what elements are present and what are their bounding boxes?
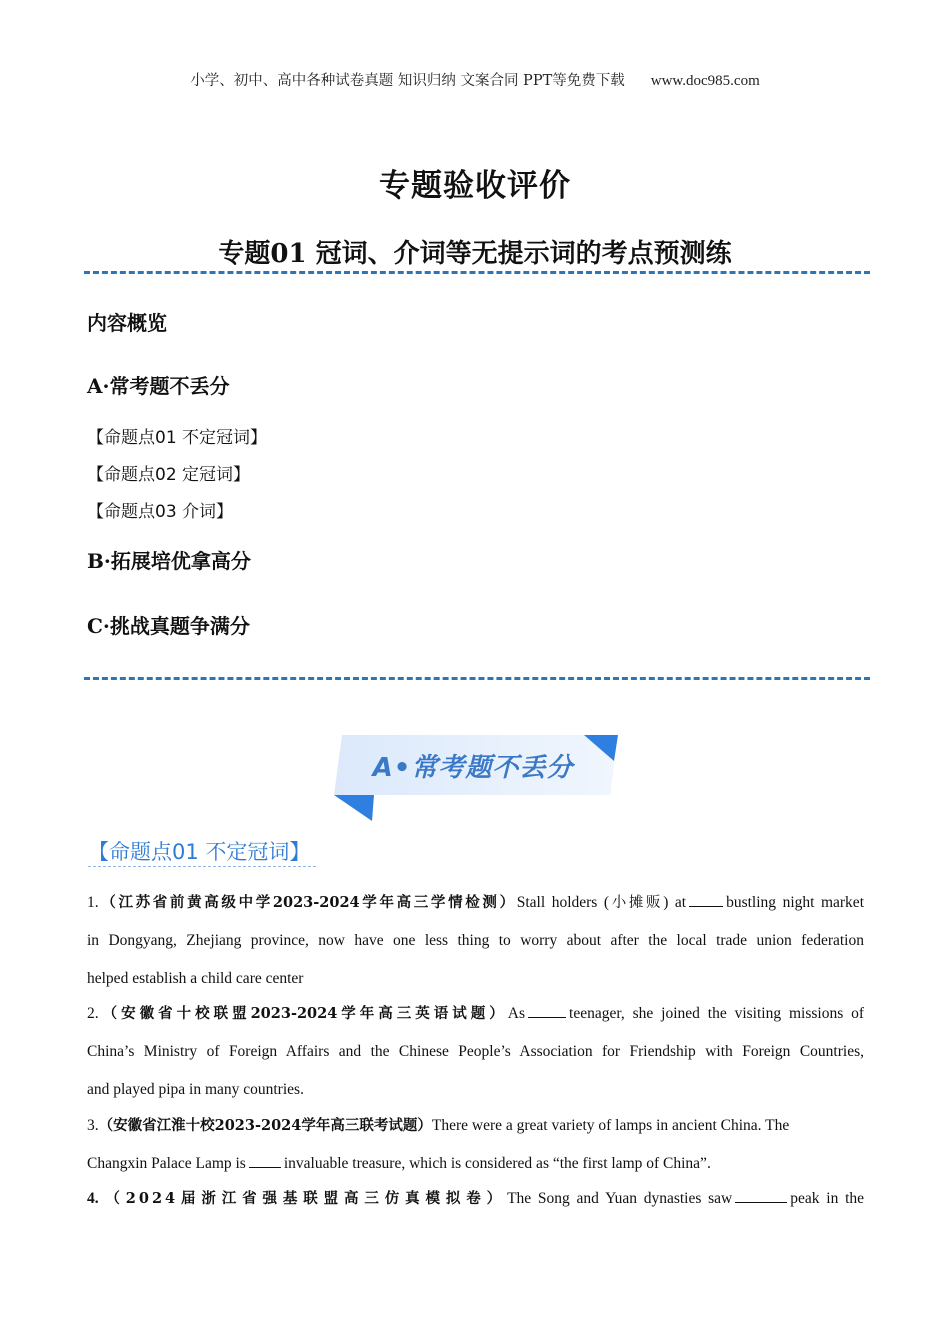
banner-text: A•常考题不丢分 xyxy=(372,753,574,783)
question-text: There were a great variety of lamps in ancient China. The xyxy=(431,1117,790,1134)
topic-heading: 【命题点01 不定冠词】 xyxy=(88,836,316,867)
answer-blank[interactable] xyxy=(735,1187,787,1203)
question-text: As xyxy=(507,1005,526,1022)
question-text: in Dongyang, Zhejiang province, now have one less thing to worry about after the local trade union federation xyxy=(87,932,864,949)
header-site[interactable]: www.doc985.com xyxy=(650,73,760,89)
header-text: 小学、初中、高中各种试卷真题 知识归纳 文案合同 PPT等免费下载 xyxy=(190,73,625,89)
main-title: 专题验收评价 xyxy=(379,168,571,204)
section-a-banner xyxy=(332,733,622,823)
question-text: helped establish a child care center xyxy=(87,970,304,987)
question-number: 3. xyxy=(87,1117,99,1134)
question-text: and played pipa in many countries. xyxy=(87,1081,304,1098)
overview-title: 内容概览 xyxy=(87,311,167,335)
question-text: peak in the xyxy=(790,1190,865,1207)
question-1 xyxy=(87,884,864,998)
topic-item-1: 【命题点01 不定冠词】 xyxy=(87,428,268,448)
question-3 xyxy=(87,1107,864,1183)
question-source: （江苏省前黄高级中学2023-2024学年高三学情检测） xyxy=(98,894,517,911)
question-4 xyxy=(87,1180,864,1218)
question-number: 4. xyxy=(87,1190,99,1207)
question-2 xyxy=(87,995,864,1109)
topic-item-2: 【命题点02 定冠词】 xyxy=(87,465,251,485)
question-text: invaluable treasure, which is considered as “the first lamp of China”. xyxy=(283,1155,711,1172)
page-header xyxy=(0,69,950,90)
question-source: （2024届浙江省强基联盟高三仿真模拟卷） xyxy=(105,1190,508,1207)
answer-blank[interactable] xyxy=(528,1002,566,1018)
answer-blank[interactable] xyxy=(249,1152,281,1168)
answer-blank[interactable] xyxy=(689,891,723,907)
question-number: 1. xyxy=(87,894,99,911)
question-text: Changxin Palace Lamp is xyxy=(87,1155,246,1172)
dashed-divider-top xyxy=(84,271,870,274)
sub-title: 专题01 冠词、介词等无提示词的考点预测练 xyxy=(218,239,732,269)
question-text: Stall holders ( xyxy=(516,894,610,911)
section-b-label: B·拓展培优拿高分 xyxy=(87,549,251,573)
dashed-divider-bottom xyxy=(84,677,870,680)
question-text: The Song and Yuan dynasties saw xyxy=(507,1190,733,1207)
question-number: 2. xyxy=(87,1005,99,1022)
section-a-label: A·常考题不丢分 xyxy=(87,374,230,398)
question-text: China’s Ministry of Foreign Affairs and the Chinese People’s Association for Friendship with Foreign Countries, xyxy=(87,1043,864,1060)
section-c-label: C·挑战真题争满分 xyxy=(87,614,250,638)
topic-item-3: 【命题点03 介词】 xyxy=(87,502,234,522)
question-text: teenager, she joined the visiting missions of xyxy=(569,1005,865,1022)
question-source: （安徽省江淮十校2023-2024学年高三联考试题） xyxy=(98,1117,432,1134)
question-text: ) at xyxy=(663,894,687,911)
question-source: （安徽省十校联盟2023-2024学年高三英语试题） xyxy=(98,1005,508,1022)
question-text: 小摊贩 xyxy=(609,895,664,911)
question-text: bustling night market xyxy=(726,894,864,911)
